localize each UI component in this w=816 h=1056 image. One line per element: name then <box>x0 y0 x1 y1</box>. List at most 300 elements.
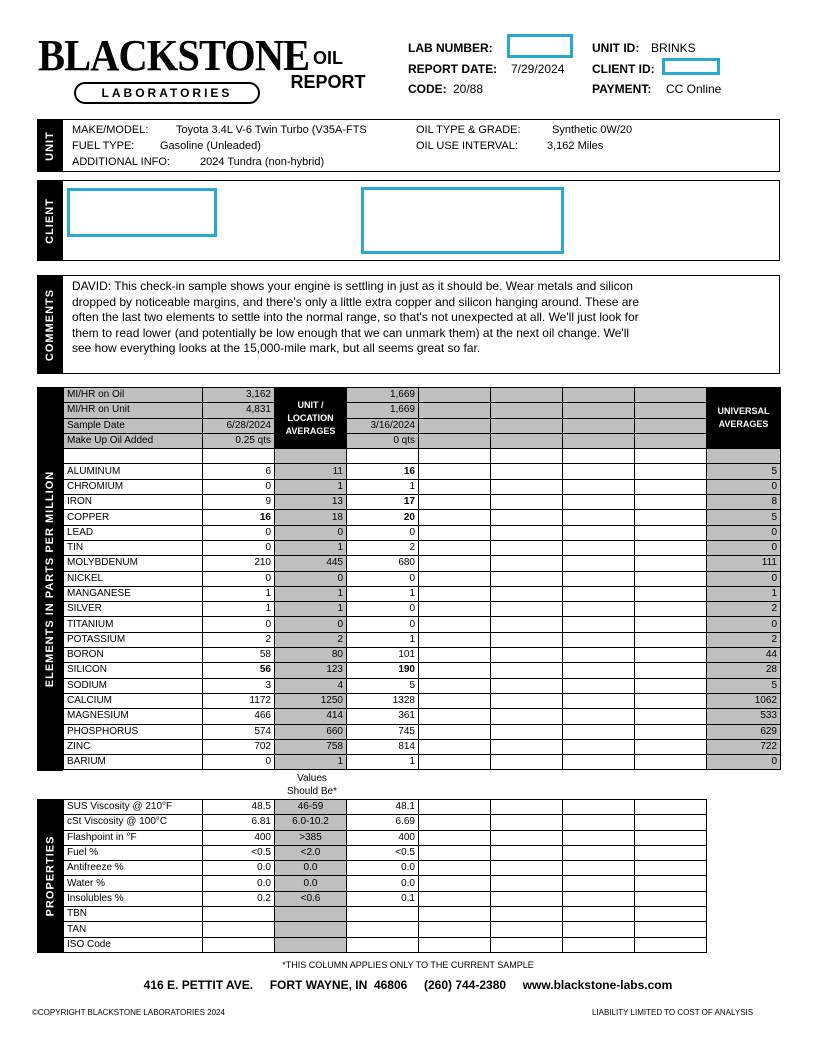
property-row <box>64 800 707 815</box>
empty-cell <box>419 648 491 663</box>
comments-text <box>72 279 772 357</box>
empty-cell <box>635 678 707 693</box>
empty-cell <box>635 571 707 586</box>
empty-cell <box>635 937 707 952</box>
column-note: *THIS COLUMN APPLIES ONLY TO THE CURRENT SAMPLE <box>282 960 534 970</box>
code-label: CODE: <box>408 82 447 96</box>
property-row <box>64 845 707 860</box>
empty-cell <box>491 678 563 693</box>
empty-cell <box>491 830 563 845</box>
property-name: Antifreeze % <box>64 861 203 876</box>
info-current-value: 0.25 qts <box>203 433 275 448</box>
empty-cell <box>563 693 635 708</box>
element-row <box>64 495 781 510</box>
property-previous-value: 48.1 <box>347 800 419 815</box>
element-previous-value: 0 <box>347 571 419 586</box>
element-name: SILICON <box>64 663 203 678</box>
report-title-line1: OIL <box>313 48 343 68</box>
code-value: 20/88 <box>453 82 484 96</box>
empty-cell <box>419 602 491 617</box>
oil-interval-value: 3,162 Miles <box>547 140 604 152</box>
element-name: SODIUM <box>64 678 203 693</box>
empty-cell <box>491 540 563 555</box>
property-previous-value <box>347 922 419 937</box>
oil-interval-label: OIL USE INTERVAL: <box>416 140 518 152</box>
element-previous-value: 1 <box>347 479 419 494</box>
element-average-value: 1 <box>275 586 347 601</box>
empty-cell <box>491 937 563 952</box>
make-model-value: Toyota 3.4L V-6 Twin Turbo (V35A-FTS <box>176 124 367 136</box>
company-logo <box>38 31 310 110</box>
property-row <box>64 907 707 922</box>
property-previous-value: 0.1 <box>347 891 419 906</box>
empty-cell <box>635 540 707 555</box>
empty-cell <box>563 510 635 525</box>
empty-cell <box>491 464 563 479</box>
info-previous-value: 1,669 <box>347 388 419 403</box>
element-universal-value: 722 <box>707 739 781 754</box>
property-expected-value: <2.0 <box>275 845 347 860</box>
element-previous-value: 680 <box>347 556 419 571</box>
empty-cell <box>419 663 491 678</box>
empty-cell <box>563 845 635 860</box>
property-previous-value <box>347 937 419 952</box>
unit-averages-header <box>275 388 347 449</box>
empty-cell <box>419 479 491 494</box>
element-current-value: 574 <box>203 724 275 739</box>
empty-cell <box>635 495 707 510</box>
property-row <box>64 830 707 845</box>
element-average-value: 80 <box>275 648 347 663</box>
element-name: PHOSPHORUS <box>64 724 203 739</box>
element-average-value: 414 <box>275 709 347 724</box>
empty-cell <box>563 907 635 922</box>
fuel-type-value: Gasoline (Unleaded) <box>160 140 261 152</box>
info-current-value: 4,831 <box>203 403 275 418</box>
empty-cell <box>491 922 563 937</box>
property-name: ISO Code <box>64 937 203 952</box>
empty-cell <box>635 709 707 724</box>
element-current-value: 0 <box>203 540 275 555</box>
unit-id-value: BRINKS <box>651 41 696 55</box>
element-row <box>64 464 781 479</box>
element-previous-value: 1328 <box>347 693 419 708</box>
empty-cell <box>563 632 635 647</box>
empty-cell <box>491 663 563 678</box>
empty-cell <box>635 663 707 678</box>
empty-cell <box>419 495 491 510</box>
info-row <box>64 403 781 418</box>
logo-wordmark: BLACKSTONE <box>38 31 310 80</box>
element-universal-value: 28 <box>707 663 781 678</box>
element-universal-value: 111 <box>707 556 781 571</box>
empty-cell <box>635 648 707 663</box>
element-name: IRON <box>64 495 203 510</box>
empty-cell <box>203 449 275 464</box>
property-current-value: 0.2 <box>203 891 275 906</box>
empty-cell <box>491 755 563 770</box>
property-previous-value: <0.5 <box>347 845 419 860</box>
empty-cell <box>491 479 563 494</box>
element-universal-value: 0 <box>707 617 781 632</box>
element-name: ALUMINUM <box>64 464 203 479</box>
element-average-value: 1 <box>275 602 347 617</box>
client-id-redaction <box>662 58 720 75</box>
empty-cell <box>635 755 707 770</box>
empty-cell <box>419 403 491 418</box>
property-row <box>64 922 707 937</box>
empty-cell <box>563 602 635 617</box>
empty-cell <box>563 663 635 678</box>
info-row <box>64 433 781 448</box>
payment-value: CC Online <box>666 82 722 96</box>
additional-info-value: 2024 Tundra (non-hybrid) <box>200 156 325 168</box>
empty-cell <box>635 830 707 845</box>
empty-cell <box>491 861 563 876</box>
element-previous-value: 5 <box>347 678 419 693</box>
element-previous-value: 2 <box>347 540 419 555</box>
empty-cell <box>419 571 491 586</box>
empty-cell <box>419 891 491 906</box>
property-current-value: 6.81 <box>203 815 275 830</box>
payment-label: PAYMENT: <box>592 82 652 96</box>
property-current-value: <0.5 <box>203 845 275 860</box>
element-previous-value: 0 <box>347 525 419 540</box>
empty-cell <box>419 815 491 830</box>
element-current-value: 0 <box>203 525 275 540</box>
empty-cell <box>635 815 707 830</box>
property-previous-value: 0.0 <box>347 876 419 891</box>
property-name: TBN <box>64 907 203 922</box>
comment-line: them to read lower (and potentially be low enough that we can unmark them) at the next oil change. We'll <box>72 325 630 340</box>
client-side-label: CLIENT <box>37 180 63 261</box>
element-row <box>64 663 781 678</box>
empty-cell <box>635 724 707 739</box>
make-model-label: MAKE/MODEL: <box>72 124 149 136</box>
property-expected-value: 6.0-10.2 <box>275 815 347 830</box>
additional-info-label: ADDITIONAL INFO: <box>72 156 170 168</box>
info-row <box>64 418 781 433</box>
property-previous-value: 6.69 <box>347 815 419 830</box>
info-previous-value: 0 qts <box>347 433 419 448</box>
element-current-value: 3 <box>203 678 275 693</box>
property-row <box>64 861 707 876</box>
empty-cell <box>563 418 635 433</box>
element-universal-value: 0 <box>707 540 781 555</box>
comment-line: dropped by noticeable margins, and there's only a little extra copper and silicon hanging around. These are <box>72 294 640 309</box>
element-previous-value: 361 <box>347 709 419 724</box>
property-previous-value: 0.0 <box>347 861 419 876</box>
element-name: SILVER <box>64 602 203 617</box>
element-row <box>64 617 781 632</box>
element-row <box>64 571 781 586</box>
empty-cell <box>419 693 491 708</box>
element-current-value: 56 <box>203 663 275 678</box>
lab-address: 416 E. PETTIT AVE. FORT WAYNE, IN 46806 (260) 744-2380 www.blackstone-labs.com <box>143 978 673 992</box>
element-previous-value: 101 <box>347 648 419 663</box>
empty-cell <box>563 479 635 494</box>
empty-cell <box>707 449 781 464</box>
empty-cell <box>563 433 635 448</box>
empty-cell <box>419 739 491 754</box>
element-name: MANGANESE <box>64 586 203 601</box>
copyright: ©COPYRIGHT BLACKSTONE LABORATORIES 2024 <box>32 1008 225 1017</box>
empty-cell <box>635 418 707 433</box>
element-previous-value: 1 <box>347 632 419 647</box>
empty-cell <box>419 845 491 860</box>
info-previous-value: 1,669 <box>347 403 419 418</box>
empty-cell <box>635 525 707 540</box>
element-row <box>64 602 781 617</box>
element-row <box>64 479 781 494</box>
element-name: COPPER <box>64 510 203 525</box>
empty-cell <box>491 648 563 663</box>
empty-cell <box>491 632 563 647</box>
empty-cell <box>563 876 635 891</box>
property-row <box>64 876 707 891</box>
empty-cell <box>635 739 707 754</box>
client-id-label: CLIENT ID: <box>592 62 655 76</box>
empty-cell <box>635 861 707 876</box>
property-name: Flashpoint in °F <box>64 830 203 845</box>
empty-cell <box>419 418 491 433</box>
empty-cell <box>563 617 635 632</box>
empty-cell <box>635 479 707 494</box>
element-name: POTASSIUM <box>64 632 203 647</box>
property-current-value: 0.0 <box>203 876 275 891</box>
empty-cell <box>491 907 563 922</box>
element-name: MOLYBDENUM <box>64 556 203 571</box>
universal-averages-header-line: UNIVERSAL <box>717 406 770 417</box>
element-universal-value: 0 <box>707 479 781 494</box>
empty-cell <box>64 449 203 464</box>
element-name: TITANIUM <box>64 617 203 632</box>
empty-cell <box>635 891 707 906</box>
property-expected-value: >385 <box>275 830 347 845</box>
lab-number-redaction <box>507 34 573 58</box>
element-previous-value: 1 <box>347 586 419 601</box>
element-current-value: 210 <box>203 556 275 571</box>
empty-cell <box>491 891 563 906</box>
property-current-value: 0.0 <box>203 861 275 876</box>
property-expected-value: <0.6 <box>275 891 347 906</box>
element-average-value: 758 <box>275 739 347 754</box>
property-expected-value <box>275 937 347 952</box>
element-current-value: 1 <box>203 602 275 617</box>
property-current-value <box>203 922 275 937</box>
elements-side-label: ELEMENTS IN PARTS PER MILLION <box>37 387 63 771</box>
element-name: BARIUM <box>64 755 203 770</box>
element-previous-value: 1 <box>347 755 419 770</box>
info-row-label: MI/HR on Oil <box>64 388 203 403</box>
element-current-value: 702 <box>203 739 275 754</box>
element-previous-value: 745 <box>347 724 419 739</box>
empty-cell <box>419 586 491 601</box>
empty-cell <box>563 540 635 555</box>
element-universal-value: 2 <box>707 632 781 647</box>
empty-cell <box>635 602 707 617</box>
properties-side-label: PROPERTIES <box>37 799 63 953</box>
empty-cell <box>491 815 563 830</box>
unit-side-label: UNIT <box>37 119 63 172</box>
properties-table <box>63 799 707 953</box>
report-title-line2: REPORT <box>290 72 366 92</box>
empty-cell <box>419 922 491 937</box>
empty-cell <box>419 876 491 891</box>
empty-cell <box>563 388 635 403</box>
element-current-value: 0 <box>203 479 275 494</box>
element-name: BORON <box>64 648 203 663</box>
unit-averages-header-line: UNIT / <box>297 399 324 410</box>
empty-cell <box>491 495 563 510</box>
empty-cell <box>491 525 563 540</box>
empty-cell <box>635 800 707 815</box>
element-name: NICKEL <box>64 571 203 586</box>
empty-cell <box>419 388 491 403</box>
empty-cell <box>491 602 563 617</box>
element-previous-value: 814 <box>347 739 419 754</box>
element-row <box>64 693 781 708</box>
empty-cell <box>491 709 563 724</box>
element-average-value: 2 <box>275 632 347 647</box>
info-row <box>64 388 781 403</box>
element-current-value: 466 <box>203 709 275 724</box>
element-name: ZINC <box>64 739 203 754</box>
element-previous-value: 0 <box>347 617 419 632</box>
empty-cell <box>419 525 491 540</box>
lab-number-label: LAB NUMBER: <box>408 41 493 55</box>
info-current-value: 6/28/2024 <box>203 418 275 433</box>
empty-cell <box>563 495 635 510</box>
element-name: CHROMIUM <box>64 479 203 494</box>
info-row-label: Make Up Oil Added <box>64 433 203 448</box>
element-row <box>64 586 781 601</box>
element-universal-value: 0 <box>707 525 781 540</box>
empty-cell <box>347 449 419 464</box>
empty-cell <box>563 861 635 876</box>
empty-cell <box>635 433 707 448</box>
element-universal-value: 5 <box>707 464 781 479</box>
empty-cell <box>635 403 707 418</box>
empty-cell <box>635 449 707 464</box>
empty-cell <box>635 388 707 403</box>
empty-cell <box>419 540 491 555</box>
element-row <box>64 678 781 693</box>
element-average-value: 660 <box>275 724 347 739</box>
element-name: CALCIUM <box>64 693 203 708</box>
element-current-value: 2 <box>203 632 275 647</box>
element-previous-value: 20 <box>347 510 419 525</box>
empty-cell <box>491 449 563 464</box>
property-current-value <box>203 907 275 922</box>
universal-averages-header-line: AVERAGES <box>718 419 769 430</box>
empty-cell <box>563 403 635 418</box>
element-previous-value: 0 <box>347 602 419 617</box>
empty-cell <box>563 891 635 906</box>
element-universal-value: 5 <box>707 510 781 525</box>
empty-cell <box>635 586 707 601</box>
empty-cell <box>563 586 635 601</box>
empty-cell <box>419 800 491 815</box>
empty-cell <box>419 709 491 724</box>
empty-cell <box>635 617 707 632</box>
fuel-type-label: FUEL TYPE: <box>72 140 135 152</box>
empty-cell <box>419 678 491 693</box>
element-universal-value: 8 <box>707 495 781 510</box>
empty-cell <box>563 922 635 937</box>
element-current-value: 0 <box>203 755 275 770</box>
element-current-value: 0 <box>203 617 275 632</box>
empty-cell <box>491 433 563 448</box>
element-universal-value: 5 <box>707 678 781 693</box>
element-row <box>64 510 781 525</box>
element-name: MAGNESIUM <box>64 709 203 724</box>
info-row-label: Sample Date <box>64 418 203 433</box>
empty-cell <box>563 464 635 479</box>
empty-cell <box>491 418 563 433</box>
element-current-value: 1 <box>203 586 275 601</box>
empty-cell <box>563 571 635 586</box>
property-row <box>64 937 707 952</box>
element-row <box>64 525 781 540</box>
empty-cell <box>491 800 563 815</box>
element-current-value: 1172 <box>203 693 275 708</box>
element-universal-value: 0 <box>707 755 781 770</box>
element-average-value: 123 <box>275 663 347 678</box>
report-date-value: 7/29/2024 <box>511 62 565 76</box>
empty-cell <box>419 510 491 525</box>
empty-cell <box>491 388 563 403</box>
liability-note: LIABILITY LIMITED TO COST OF ANALYSIS <box>592 1008 754 1017</box>
empty-cell <box>275 449 347 464</box>
empty-cell <box>491 571 563 586</box>
element-previous-value: 16 <box>347 464 419 479</box>
empty-cell <box>563 830 635 845</box>
element-average-value: 1250 <box>275 693 347 708</box>
unit-averages-header-line: LOCATION <box>287 412 334 423</box>
empty-cell <box>491 586 563 601</box>
property-name: SUS Viscosity @ 210°F <box>64 800 203 815</box>
info-row-label: MI/HR on Unit <box>64 403 203 418</box>
spacer-row <box>64 449 781 464</box>
property-name: Fuel % <box>64 845 203 860</box>
oil-type-value: Synthetic 0W/20 <box>552 124 633 136</box>
empty-cell <box>563 800 635 815</box>
empty-cell <box>635 922 707 937</box>
empty-cell <box>563 815 635 830</box>
empty-cell <box>563 755 635 770</box>
empty-cell <box>419 861 491 876</box>
empty-cell <box>563 556 635 571</box>
element-current-value: 58 <box>203 648 275 663</box>
property-expected-value <box>275 922 347 937</box>
values-header-line2: Should Be* <box>286 786 338 797</box>
empty-cell <box>419 755 491 770</box>
property-current-value: 400 <box>203 830 275 845</box>
empty-cell <box>635 907 707 922</box>
empty-cell <box>563 525 635 540</box>
logo-subtitle: LABORATORIES <box>74 82 260 104</box>
empty-cell <box>563 678 635 693</box>
empty-cell <box>419 433 491 448</box>
element-average-value: 1 <box>275 540 347 555</box>
empty-cell <box>419 464 491 479</box>
empty-cell <box>419 617 491 632</box>
unit-id-label: UNIT ID: <box>592 41 640 55</box>
element-row <box>64 755 781 770</box>
info-previous-value: 3/16/2024 <box>347 418 419 433</box>
values-should-be-header <box>276 772 348 798</box>
